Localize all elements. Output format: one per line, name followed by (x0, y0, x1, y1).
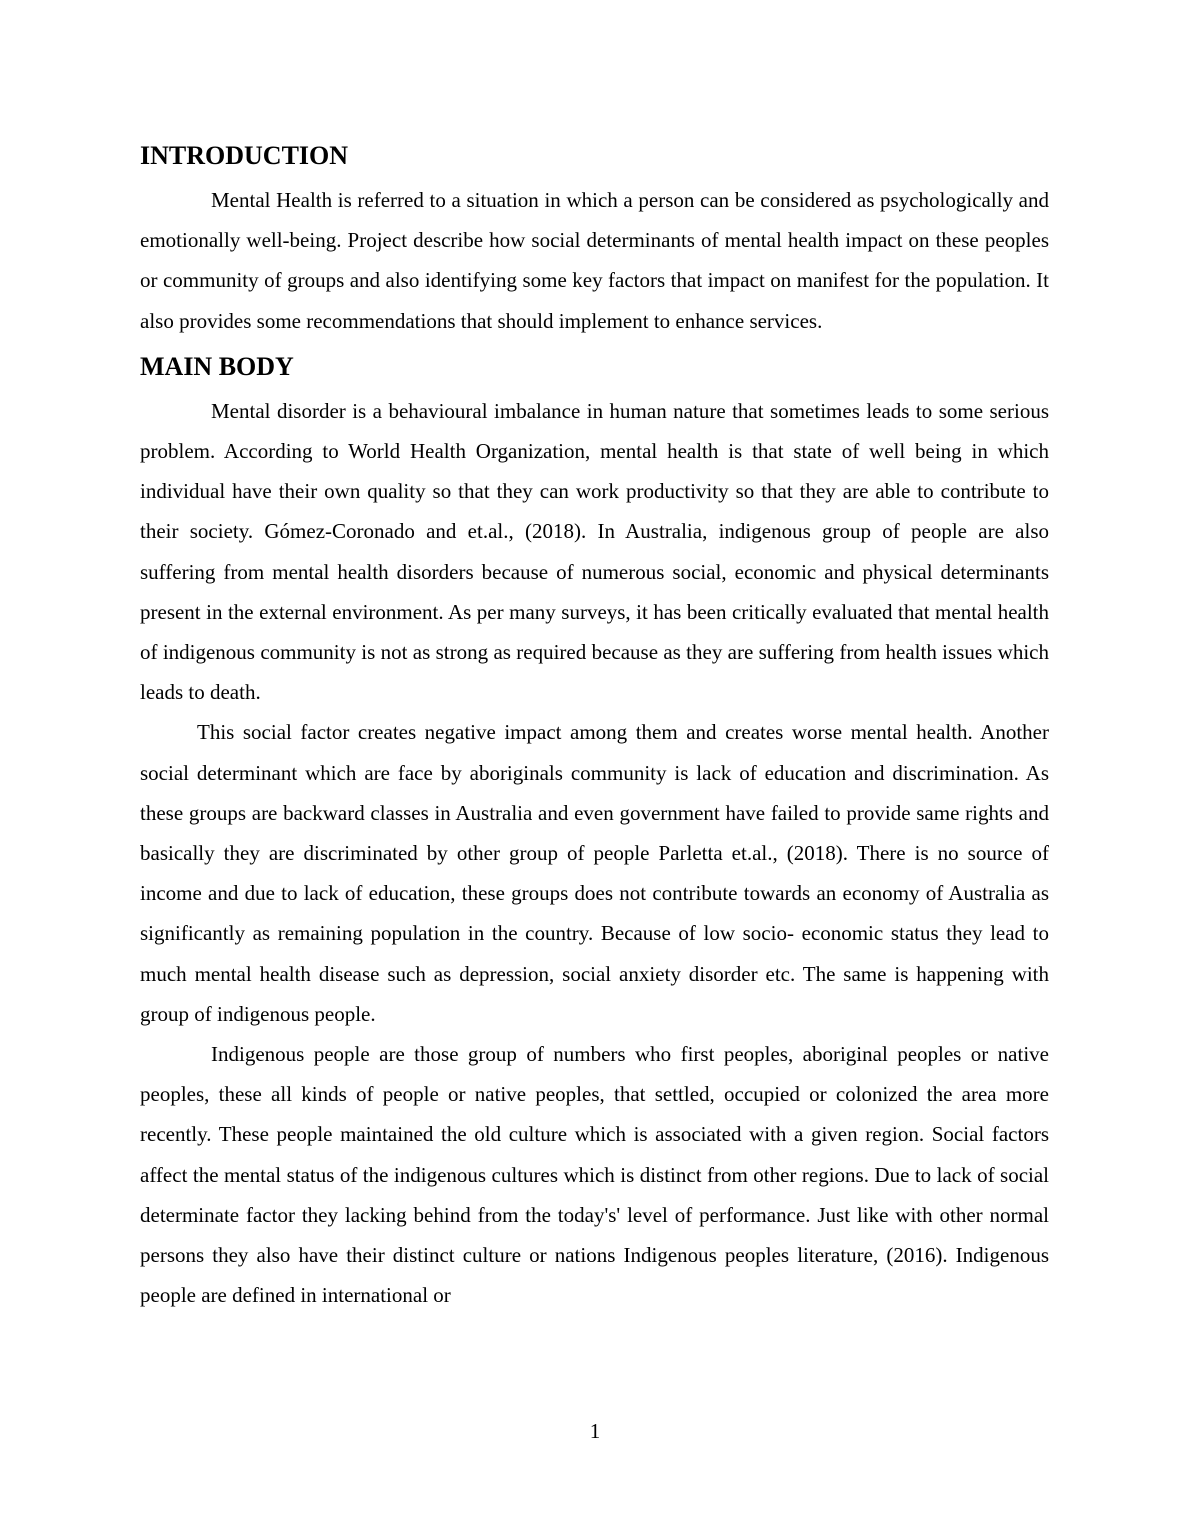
main-body-paragraph-2: This social factor creates negative impact among them and creates worse mental health. Another social determinant which are face by aboriginals community is lack of education and discrimination. As these groups are backward classes in Australia and even government have failed to provide same rights and basically they are discriminated by other group of people Parletta et.al., (2018). There is no source of income and due to lack of education, these groups does not contribute towards an economy of Australia as significantly as remaining population in the country. Because of low socio- economic status they lead to much mental health disease such as depression, social anxiety disorder etc. The same is happening with group of indigenous people. (140, 720, 1049, 1026)
main-body-paragraph-1: Mental disorder is a behavioural imbalance in human nature that sometimes leads to some serious problem. According to World Health Organization, mental health is that state of well being in which individual have their own quality so that they can work productivity so that they are able to contribute to their society. Gómez-Coronado and et.al., (2018). In Australia, indigenous group of people are also suffering from mental health disorders because of numerous social, economic and physical determinants present in the external environment. As per many surveys, it has been critically evaluated that mental health of indigenous community is not as strong as required because as they are suffering from health issues which leads to death. (140, 398, 1049, 705)
main-body-paragraph-3: Indigenous people are those group of numbers who first peoples, aboriginal peoples or native peoples, these all kinds of people or native peoples, that settled, occupied or colonized the area more recently. These people maintained the old culture which is associated with a given region. Social factors affect the mental status of the indigenous cultures which is distinct from other regions. Due to lack of social determinate factor they lacking behind from the today's' level of performance. Just like with other normal persons they also have their distinct culture or nations Indigenous peoples literature, (2016). Indigenous people are defined in international or (140, 1042, 1049, 1308)
section-heading-main-body: MAIN BODY (140, 351, 294, 381)
section-heading-introduction: INTRODUCTION (140, 141, 349, 170)
page-number: 1 (589, 1419, 601, 1443)
introduction-paragraph: Mental Health is referred to a situation in which a person can be considered as psychologically and emotionally well-being. Project describe how social determinants of mental health impact on these peoples or community of groups and also identifying some key factors that impact on manifest for the population. It also provides some recommendations that should implement to enhance services. (140, 188, 1049, 333)
page-content (140, 138, 1049, 1315)
